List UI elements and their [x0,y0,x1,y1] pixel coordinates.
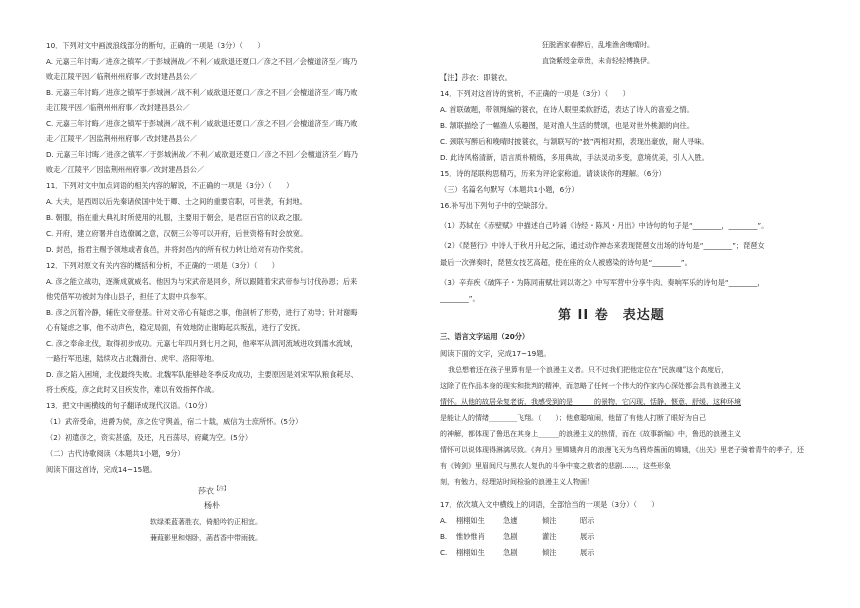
option-word: 灌注 [542,532,557,541]
q11-line: C. 开府，建立府署并自选僚属之意，汉朝三公等可以开府，后世资格有时会放宽。 [46,229,308,238]
option-word: 急剧 [503,548,518,557]
q12-line: D. 彦之陷入困境，北伐最终失败。北魏军队能够趁冬季反攻成功，主要原因是刘宋军队粮食耗尽、 [46,370,358,379]
q12-line: 他凭借军功被封为俳山县子，担任了太尉中兵参军。 [46,292,212,301]
q13-line: （1）武帝受命，进爵为侯，彦之佐守舆盖，宿二十载，威信为士庶所怀。(5分） [46,417,303,426]
q10-line: A. 元嘉三年讨晦／进彦之镇军／于彭城洲战／不利／咸欲退还夏口／彦之不回／会檀道济至／晦乃 [46,57,358,66]
option-word: 栩栩如生 [456,548,485,557]
question-line: 最后一次弹奏时，琵琶女技艺高超，使在座的众人被感染的诗句是“________”。 [440,258,692,267]
passage-line: 是能让人的情绪________飞翔。（ ）；他愈聪喧闹，他留了有他人打断了眼好为自己 [440,414,706,422]
q13-line: （二）古代诗歌阅读（本题共1小题，9分） [46,449,185,458]
q12-line: 一路行军迅速，陆续攻占北魏滑台、虎牢、洛阳等地。 [46,354,219,363]
poem-line: 狂脱酒家春醉后，乱堆渔舍晚晴时。 [542,41,654,49]
passage-line: 这除了佐作品本身的现实和批判的精神，而忽略了任何一个伟大的作家内心深处都会具有浪漫主义 [440,382,741,390]
q12-line: 12．下列对原文有关内容的概括和分析，不正确的一项是（3分）（ ） [46,261,279,270]
option-word: 栩栩如生 [456,516,485,525]
poem-title: 莎衣$^{【注】}$ [198,486,230,496]
q10-line: 走江陵平因／临荆州州府事／改封建昌县公／ [46,103,190,112]
question-line: 15．诗的尾联构思精巧，历来为评论家称道。请谈谈你的理解。（6分） [440,169,666,178]
option-word: 展示 [580,532,595,541]
question-line: D. 此诗风格清新，语言质朴精炼，多用典故，手法灵动多变，意境优美，引人入胜。 [440,153,709,162]
option-word: 倾注 [542,548,557,557]
q10-line: D. 元嘉三年讨晦／进彦之镇军／于彭城洲战／不利／咸欲退还夏口／彦之不回／会檀道济至／晦乃 [46,150,358,159]
option-word: 惟妙惟肖 [456,532,485,541]
q12-line: 将士疾疫，彦之此时又目疾发作，难以有效指挥作战。 [46,385,219,394]
option-word: 急遽 [503,516,518,525]
passage-line: 有《铸剑》里眉间尺与黑衣人复仇的斗争中宴之敖者的悲剧……，这些形象 [440,462,671,470]
passage-line: 刻，有勉力，经理站时间检验的浪漫主义人物画！ [440,478,594,486]
option-word: 昭示 [580,516,595,525]
q10-line: 走／江陵平／因监荆州州府事／改封建昌县公／ [46,134,197,143]
q13-line: 13．把文中画横线的句子翻译成现代汉语。（10分） [46,401,212,410]
option-row [440,516,740,526]
q11-line: D. 封邑，指君主赐予领地或者食邑，并将封邑内的所有权力转让给对有功作奖赏。 [46,245,308,254]
question-line: （3）辛弃疾《破阵子・为陈同甫赋壮词以寄之》中写军营中分享牛肉、奏响军乐的诗句是“________， [440,278,765,287]
question-line: ________”。 [440,294,480,303]
q10-line: C. 元嘉三年讨晦／进彦之镇军于彭城洲／战不利／咸欲退还夏口／彦之不回／会檀道济至／晦乃败 [46,119,358,128]
part2-title: 第 II 卷 表达题 [558,308,665,323]
option-letter: B. [440,532,448,541]
poem-line: 蒹葭影里和烟卧，菡萏香中带雨披。 [150,534,262,542]
passage-line: 情怀。从他的故居朵复老街，我感受到的是______的景物，它闪现、恬静、惬意、舒缓，这种环境 [440,398,741,406]
option-word: 展示 [580,548,595,557]
option-word: 急剧 [503,532,518,541]
q11-line: 11．下列对文中加点词语的相关内容的解说，不正确的一项是（3分）（ ） [46,181,294,190]
option-letter: C. [440,548,448,557]
q12-line: B. 彦之沉着冷静，辅佐文帝登基。针对文帝心有疑虑之事，他剖析了形势，进行了劝导；针对谢晦 [46,308,358,317]
poem-author: 杨朴 [204,501,220,510]
question-line: （三）名篇名句默写（本题共1小题，6分） [440,185,579,194]
q13-line: （2）初遣彦之，资实甚盛，及还，凡百荡尽，府藏为空。(5分） [46,433,253,442]
passage-line: 情怀可以说体现得淋漓尽致。《奔月》里嫦娥奔月的浪漫飞天为鸟鸦炸酱面的嫦娥，《出关》里老子骑着青牛的孝子，还 [440,446,804,454]
q13-line: 阅读下面这首诗，完成14~15题。 [46,465,157,474]
question-line: C. 颈联写醉后和晚晴时披蓑衣，与颔联写的“披”两相对照，表现出豪放，耐人寻味。 [440,137,709,146]
question-line: B. 颔联描绘了一幅渔人乐趣图，是对渔人生活的赞颂，也是对世外桃源的向往。 [440,121,694,130]
option-row [440,548,740,558]
q17-options [440,516,740,566]
q12-line: A. 彦之能立战功，逐渐成就威名。他因为与宋武帝是同乡，所以跟随着宋武帝参与讨伐孙恩；后来 [46,277,358,286]
question-line: 14．下列对这首诗的赏析，不正确的一项是（3分）（ ） [440,89,630,98]
q10-line: 败走／江陵平／因监荆州州府事／改封建昌县公／ [46,165,205,174]
option-row [440,532,740,542]
question-line: 17．依次填入文中横线上的词语，全部恰当的一项是（3分）（ ） [440,500,659,509]
q10-line: 败走江陵平因／临荆州州府事／改封建昌县公／ [46,72,197,81]
left-column [46,0,416,608]
poem-line: 直饶紫绶金章贵，未肯轻轻博换伊。 [542,57,654,65]
right-column [440,0,820,608]
poem-line: 软绿柔蓝著胜衣，倚船吟钓正相宜。 [150,518,262,526]
question-line: A. 首联破题，带领绳编的蓑衣，在诗人眼里柔软舒适，表达了诗人的喜爱之情。 [440,105,694,114]
question-line: （1）苏轼在《赤壁赋》中描述自己吟诵《诗经・陈风・月出》中诗句的句子是“________，________”。 [440,221,769,230]
option-word: 倾注 [542,516,557,525]
passage-line: 的神解，都体现了鲁迅在其身上______的浪漫主义的热情，而在《故事新编》中，鲁迅的浪漫主义 [440,430,741,438]
q10-line: 10．下列对文中画波浪线部分的断句，正确的一项是（3分）（ ） [46,41,265,50]
q11-line: B. 朝服，指在重大典礼时所使用的礼服，主要用于朝会，是君臣百官的议政之服。 [46,213,308,222]
option-letter: A. [440,516,448,525]
poem-note: 【注】莎衣：即蓑衣。 [440,73,512,82]
question-line: 16.补写出下列句子中的空缺部分。 [440,201,553,210]
passage-line: 我总想着还在孩子里算有是一个浪漫主义者。只不过我们把他定位在“民族魂”这个高度后， [448,366,729,374]
q10-line: B. 元嘉三年讨晦／进彦之镇军于彭城洲／战不利／咸欲退还夏口／彦之不回／会檀道济至／晦乃败 [46,88,358,97]
reading-intro: 阅读下面的文字，完成17~19题。 [440,349,551,358]
q12-line: C. 彦之奉命北伐，取得初步成功。元嘉七年四月到七月之间，他率军从泗河流域进攻到濡水流域， [46,339,358,348]
q11-line: A. 大夫，是西周以后先秦诸侯国中处于卿、士之间的重要官职，可世袭，有封地。 [46,197,307,206]
section3-heading: 三、语言文字运用（20分） [440,332,530,341]
q12-line: 心有疑虑之事，他不动声色，稳定局面，有效地防止谢晦起兵叛乱，进行了安抚。 [46,323,305,332]
question-line: （2）《琵琶行》中诗人于秋月升起之际，通过动作神态来表现琵琶女出场的诗句是“________”；琵琶女 [440,241,765,250]
